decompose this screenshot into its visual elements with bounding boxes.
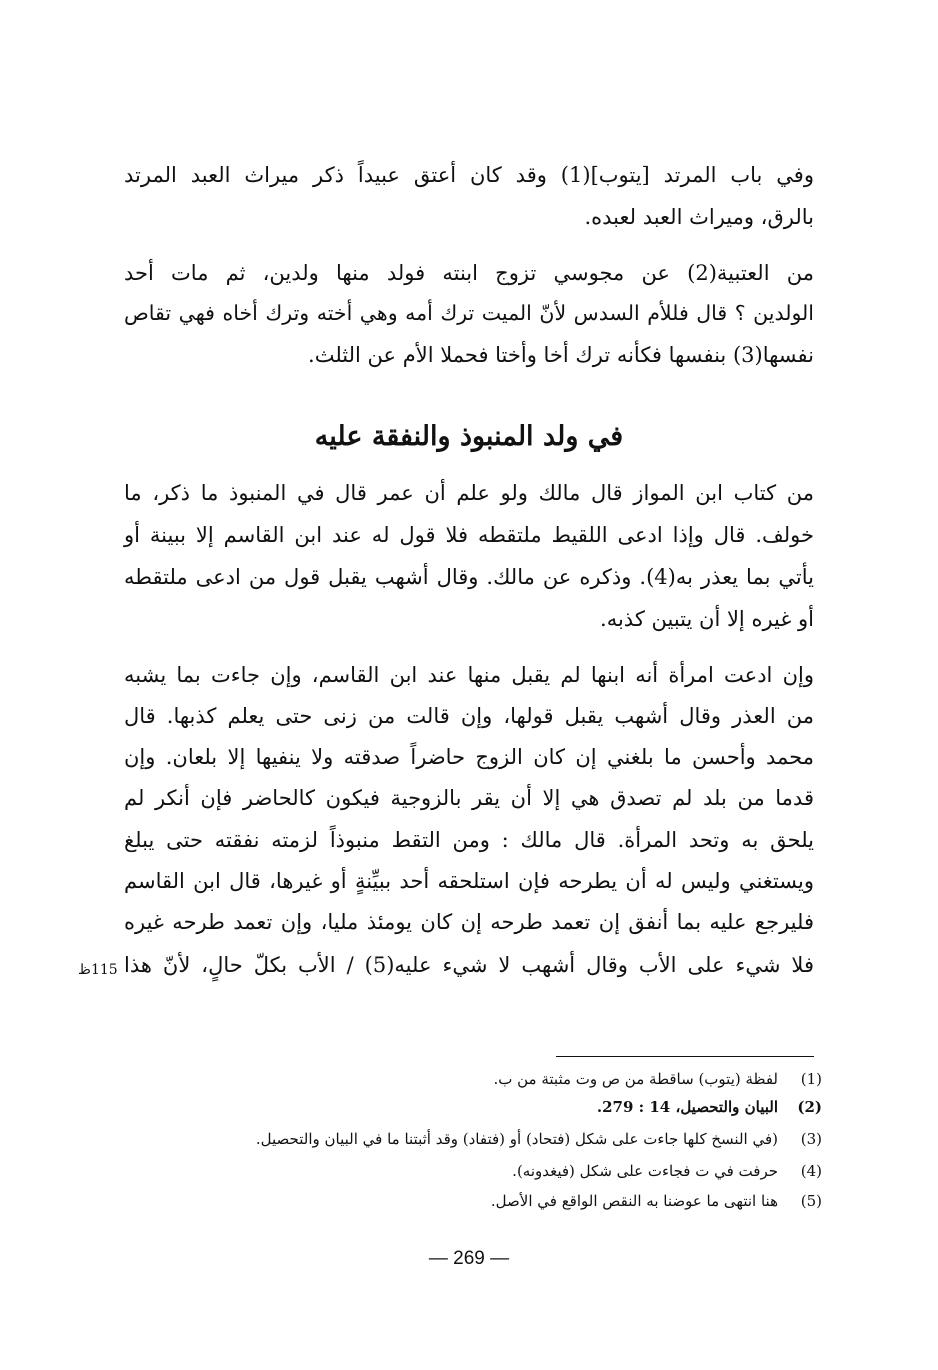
section-heading: في ولد المنبوذ والنفقة عليه (314, 421, 624, 452)
text-line: الولدين ؟ قال فللأم السدس لأنّ الميت ترك أمه وهي أخته وترك أخاه فهي تقاص (124, 301, 814, 325)
text-line: أو غيره إلا أن يتبين كذبه. (600, 607, 814, 631)
text-line: فلا شيء على الأب وقال أشهب لا شيء عليه(5) / الأب بكلّ حالٍ، لأنّ هذا (124, 953, 814, 977)
footnote-text: هنا انتهى ما عوضنا به النقص الواقع في الأصل. (490, 1192, 778, 1210)
text-line: محمد وأحسن ما بلغني إن كان الزوج حاضراً صدقته ولا ينفيها إلا بلعان. وإن (124, 745, 814, 769)
footnote-number: (5) (800, 1192, 822, 1210)
text-line: من العتبية(2) عن مجوسي تزوج ابنته فولد منها ولدين، ثم مات أحد (124, 261, 814, 285)
text-line: نفسها(3) بنفسها فكأنه ترك أخا وأختا فحملا الأم عن الثلث. (308, 343, 814, 367)
footnote (493, 1068, 822, 1090)
footnote-text: حرفت في ت فجاءت على شكل (فيغدونه). (512, 1162, 778, 1180)
text-line: من كتاب ابن المواز قال مالك ولو علم أن عمر قال في المنبوذ ما ذكر، ما (124, 481, 814, 505)
footnote (491, 1190, 822, 1212)
marginal-folio-note: 115ظ (78, 962, 118, 978)
footnote-text: (في النسخ كلها جاءت على شكل (فتحاد) أو (فتفاد) وقد أثبتنا ما في البيان والتحصيل. (255, 1130, 778, 1148)
text-line: يلحق به وتحد المرأة. قال مالك : ومن التقط منبوذاً لزمته نفقته حتى يبلغ (124, 828, 814, 852)
footnote-text: البيان والتحصيل، 14 : 279. (596, 1098, 778, 1116)
footnote-number: (4) (800, 1162, 822, 1180)
text-line: خولف. قال وإذا ادعى اللقيط ملتقطه فلا قول له عند ابن القاسم إلا ببينة أو (124, 523, 814, 547)
footnote (512, 1160, 822, 1182)
footnote-number: (3) (800, 1130, 822, 1148)
footnote-number: (2) (797, 1098, 822, 1116)
footnote-rule (556, 1056, 814, 1057)
text-line: بالرق، وميراث العبد لعبده. (584, 205, 814, 229)
page-number: — 269 — (428, 1248, 510, 1269)
text-line: يأتي بما يعذر به(4). وذكره عن مالك. وقال أشهب يقبل قول من ادعى ملتقطه (124, 565, 815, 589)
text-line: فليرجع عليه بما أنفق إن تعمد طرحه إن كان يومئذ مليا، وإن تعمد طرحه غيره (124, 910, 814, 934)
text-line: وإن ادعت امرأة أنه ابنها لم يقبل منها عند ابن القاسم، وإن جاءت بما يشبه (124, 663, 814, 687)
text-line: ويستغني وليس له أن يطرحه فإن استلحقه أحد ببيِّنةٍ أو غيرها، قال ابن القاسم (124, 869, 814, 893)
footnote (597, 1096, 822, 1118)
footnote (256, 1128, 822, 1150)
text-line: وفي باب المرتد [يتوب](1) وقد كان أعتق عبيداً ذكر ميراث العبد المرتد (124, 163, 814, 187)
footnote-number: (1) (800, 1070, 822, 1088)
footnote-text: لفظة (يتوب) ساقطة من ص وت مثبتة من ب. (493, 1070, 778, 1088)
text-line: قدما من بلد لم تصدق هي إلا أن يقر بالزوجية فيكون كالحاضر فإن أنكر لم (124, 786, 814, 810)
text-line: من العذر وقال أشهب يقبل قولها، وإن قالت من زنى حتى يعلم كذبها. قال (124, 704, 814, 728)
